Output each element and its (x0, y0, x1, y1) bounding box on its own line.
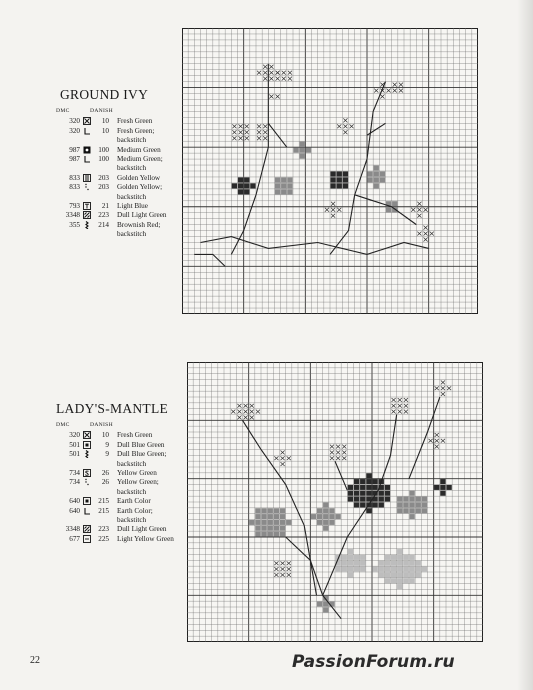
legend-row (56, 193, 176, 202)
s-box-icon (83, 469, 92, 478)
dmc-number: 987 (69, 145, 80, 154)
ladys-mantle-grid (187, 362, 483, 642)
color-name: Dull Blue Green; (117, 450, 167, 459)
color-name: Brownish Red; (117, 220, 161, 229)
ground-ivy-grid (182, 28, 478, 314)
ground-ivy-title: GROUND IVY (60, 87, 149, 102)
dots-icon (83, 183, 92, 192)
color-name: Fresh Green (117, 431, 153, 440)
color-name: backstitch (117, 164, 147, 173)
color-name: Earth Color; (117, 506, 153, 515)
slash-box-icon (83, 211, 92, 220)
dmc-number: 734 (69, 468, 80, 477)
color-name: backstitch (117, 459, 147, 468)
blank-icon (83, 193, 92, 202)
slash-box-icon (83, 525, 92, 534)
page-fold-shadow (517, 0, 533, 690)
danish-number: 100 (98, 154, 109, 163)
backstitch-l-icon (83, 127, 92, 136)
legend-row (56, 431, 186, 440)
blank-icon (83, 164, 92, 173)
blank-icon (83, 136, 92, 145)
danish-number: 203 (98, 173, 109, 182)
danish-number: 223 (98, 525, 109, 534)
color-name: Golden Yellow; (117, 183, 163, 192)
dmc-number: 501 (69, 440, 80, 449)
legend-rows (56, 117, 176, 239)
ladys-mantle-chart (187, 362, 483, 642)
legend-row (56, 164, 176, 173)
dmc-header: DMC (56, 422, 70, 429)
danish-number: 10 (101, 431, 109, 440)
danish-number: 215 (98, 497, 109, 506)
dmc-number: 640 (69, 506, 80, 515)
dmc-header: DMC (56, 108, 70, 115)
legend-row (56, 507, 186, 516)
legend-row (56, 535, 186, 544)
legend-row (56, 146, 176, 155)
legend-row (56, 174, 176, 183)
color-name: Fresh Green; (117, 126, 155, 135)
dmc-number: 677 (69, 534, 80, 543)
color-name: backstitch (117, 487, 147, 496)
dmc-number: 793 (69, 201, 80, 210)
legend-row (56, 497, 186, 506)
dmc-number: 320 (69, 126, 80, 135)
danish-number: 10 (101, 117, 109, 126)
zigzag-icon (83, 221, 92, 230)
legend-row (56, 221, 176, 230)
danish-number: 9 (105, 450, 109, 459)
t-box-icon (83, 202, 92, 211)
blank-icon (83, 460, 92, 469)
color-name: backstitch (117, 192, 147, 201)
dmc-number: 355 (69, 220, 80, 229)
striped-box-icon (83, 174, 92, 183)
backstitch-l-icon (83, 155, 92, 164)
dmc-number: 833 (69, 183, 80, 192)
dmc-number: 3348 (65, 211, 80, 220)
blank-icon (83, 516, 92, 525)
color-name: Yellow Green; (117, 478, 159, 487)
danish-header: DANISH (90, 108, 113, 115)
legend-row (56, 211, 176, 220)
x-box-icon (83, 431, 92, 440)
blank-icon (83, 488, 92, 497)
danish-number: 21 (101, 201, 109, 210)
color-name: Earth Color (117, 497, 151, 506)
danish-number: 26 (101, 478, 109, 487)
legend-row (56, 183, 176, 192)
color-name: Dull Blue Green (117, 440, 165, 449)
zigzag-icon (83, 450, 92, 459)
legend-row (56, 136, 176, 145)
dmc-number: 987 (69, 154, 80, 163)
legend-row (56, 202, 176, 211)
color-name: Dull Light Green (117, 525, 167, 534)
legend-row (56, 117, 176, 126)
legend-row (56, 450, 186, 459)
danish-number: 214 (98, 220, 109, 229)
solid-dot-icon (83, 146, 92, 155)
danish-number: 9 (105, 440, 109, 449)
color-name: Dull Light Green (117, 211, 167, 220)
danish-number: 223 (98, 211, 109, 220)
color-name: Golden Yellow (117, 173, 161, 182)
danish-number: 215 (98, 506, 109, 515)
color-name: Yellow Green (117, 468, 157, 477)
color-name: Fresh Green (117, 117, 153, 126)
legend-row (56, 525, 186, 534)
legend-rows (56, 431, 186, 544)
dot-box-icon (83, 497, 92, 506)
color-name: Light Yellow Green (117, 534, 174, 543)
x-box-icon (83, 117, 92, 126)
ground-ivy-legend (56, 87, 176, 239)
color-name: Medium Green (117, 145, 161, 154)
ground-ivy-chart (182, 28, 478, 314)
color-name: backstitch (117, 230, 147, 239)
ladys-mantle-legend (56, 401, 186, 544)
legend-header (56, 107, 176, 117)
minus-box-icon (83, 535, 92, 544)
color-name: backstitch (117, 515, 147, 524)
blank-icon (83, 230, 92, 239)
color-name: Medium Green; (117, 154, 163, 163)
watermark-text: PassionForum.ru (292, 652, 455, 672)
dmc-number: 3348 (65, 525, 80, 534)
danish-header: DANISH (90, 422, 113, 429)
dmc-number: 833 (69, 173, 80, 182)
legend-row (56, 460, 186, 469)
dmc-number: 320 (69, 117, 80, 126)
legend-row (56, 441, 186, 450)
danish-number: 203 (98, 183, 109, 192)
backstitch-l-icon (83, 507, 92, 516)
legend-row (56, 516, 186, 525)
dot-box-icon (83, 441, 92, 450)
page-number: 22 (30, 655, 40, 666)
ladys-mantle-title: LADY'S-MANTLE (56, 401, 169, 416)
dots-icon (83, 478, 92, 487)
danish-number: 225 (98, 534, 109, 543)
legend-row (56, 127, 176, 136)
danish-number: 100 (98, 145, 109, 154)
dmc-number: 320 (69, 431, 80, 440)
dmc-number: 501 (69, 450, 80, 459)
legend-header (56, 421, 186, 431)
color-name: Light Blue (117, 201, 148, 210)
color-name: backstitch (117, 136, 147, 145)
dmc-number: 734 (69, 478, 80, 487)
legend-row (56, 469, 186, 478)
danish-number: 26 (101, 468, 109, 477)
dmc-number: 640 (69, 497, 80, 506)
danish-number: 10 (101, 126, 109, 135)
legend-row (56, 230, 176, 239)
legend-row (56, 488, 186, 497)
legend-row (56, 478, 186, 487)
legend-row (56, 155, 176, 164)
